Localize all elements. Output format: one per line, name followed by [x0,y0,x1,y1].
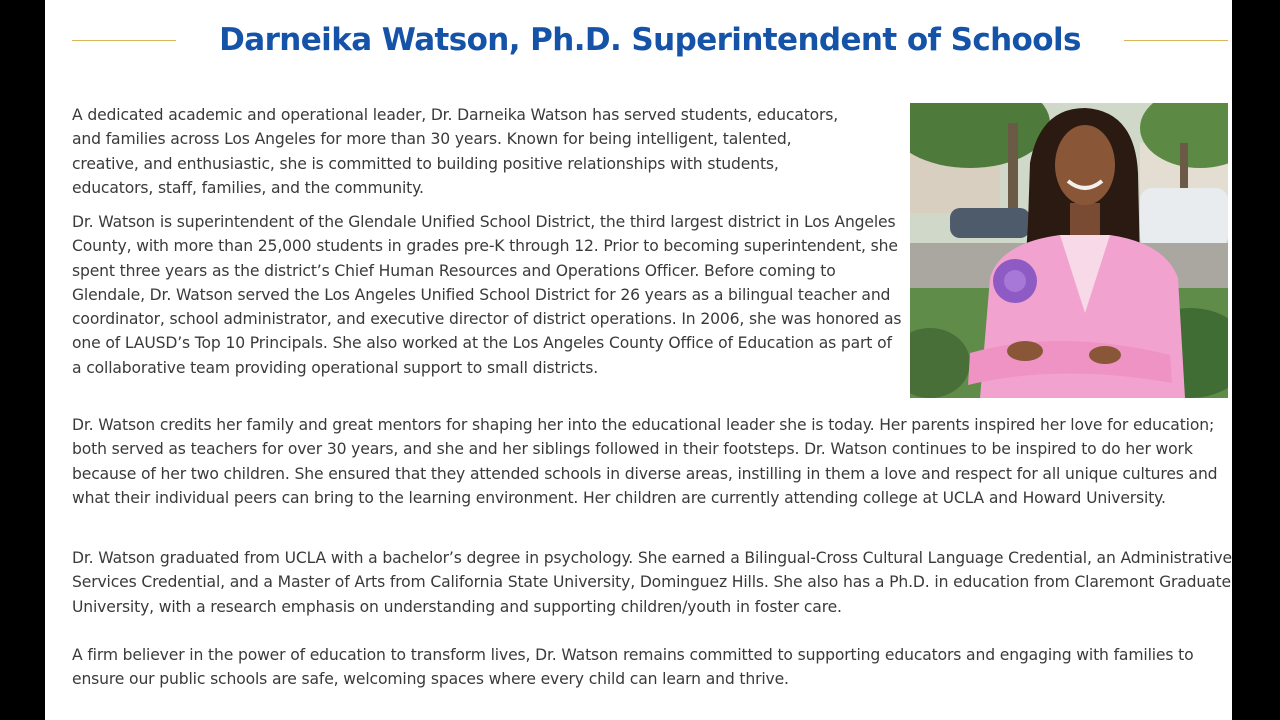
page-title: Darneika Watson, Ph.D. Superintendent of Schools [219,22,1081,58]
face [1055,125,1115,205]
hand-left [1007,341,1043,361]
brooch-center [1004,270,1026,292]
bio-paragraph-closing: A firm believer in the power of education to transform lives, Dr. Watson remains committed to supporting educators and engaging with families to ensure our public schools are safe, welcoming spaces where every child can learn and thrive. [72,646,1194,689]
hand-right [1089,346,1121,364]
bio-page [45,0,1232,720]
bio-paragraph-intro: A dedicated academic and operational leader, Dr. Darneika Watson has served students, educators, and families across Los Angeles for more than 30 years. Known for being intelligent, talented, creative, and enthusiastic, she is committed to building positive relationships with students, educators, staff, families, and the community. [72,106,839,197]
bio-paragraph-career: Dr. Watson is superintendent of the Glendale Unified School District, the third largest district in Los Angeles County, with more than 25,000 students in grades pre-K through 12. Prior to becoming superintendent, she spent three years as the district’s Chief Human Resources and Operations Officer. Before coming to Glendale, Dr. Watson served the Los Angeles Unified School District for 26 years as a bilingual teacher and coordinator, school administrator, and executive director of district operations. In 2006, she was honored as one of LAUSD’s Top 10 Principals. She also worked at the Los Angeles County Office of Education as part of a collaborative team providing operational support to small districts. [72,213,902,377]
portrait-illustration [910,103,1228,398]
portrait-photo [910,103,1228,398]
title-rule-right [1124,40,1228,41]
bio-paragraph-education: Dr. Watson graduated from UCLA with a bachelor’s degree in psychology. She earned a Bilingual-Cross Cultural Language Credential, an Administrative Services Credential, and a Master of Arts from California State University, Dominguez Hills. She also has a Ph.D. in education from Claremont Graduate University, with a research emphasis on understanding and supporting children/youth in foster care. [72,549,1232,616]
parked-car-white [1140,188,1228,248]
title-row [45,18,1232,64]
title-rule-left [72,40,176,41]
parked-car [950,208,1030,238]
bio-paragraph-family: Dr. Watson credits her family and great mentors for shaping her into the educational leader she is today. Her parents inspired her love for education; both served as teachers for over 30 years, and she and her siblings followed in their footsteps. Dr. Watson continues to be inspired to do her work because of her two children. She ensured that they attended schools in diverse areas, instilling in them a love and respect for all unique cultures and what their individual peers can bring to the learning environment. Her children are currently attending college at UCLA and Howard University. [72,416,1218,507]
